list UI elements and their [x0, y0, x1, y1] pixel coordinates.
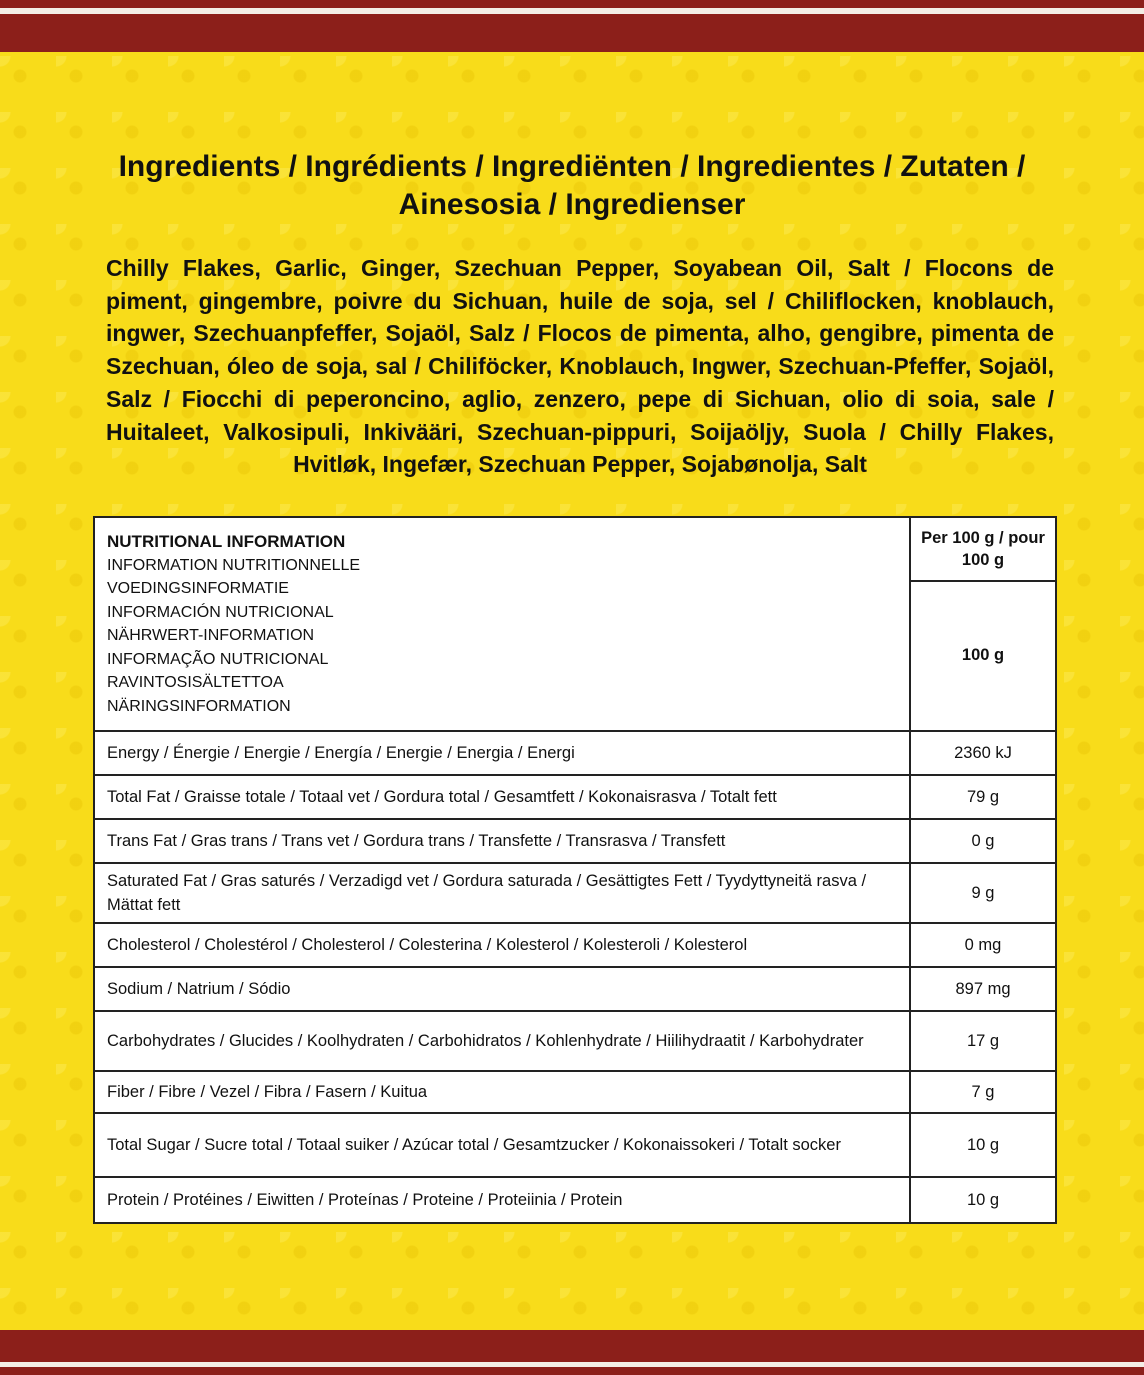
nutrition-header-row [94, 517, 1056, 581]
table-row [94, 819, 1056, 863]
nutrition-header-main: NUTRITIONAL INFORMATION [107, 531, 346, 551]
top-border [0, 14, 1144, 52]
nutrient-value: 9 g [910, 863, 1056, 923]
table-row [94, 1011, 1056, 1071]
table-row [94, 1113, 1056, 1177]
table-row [94, 775, 1056, 819]
nutrient-value: 897 mg [910, 967, 1056, 1011]
nutrition-header-line: INFORMATION NUTRITIONNELLE [107, 556, 361, 574]
nutrient-label: Cholesterol / Cholestérol / Cholesterol / Colesterina / Kolesterol / Kolesteroli / Kolesterol [94, 923, 910, 967]
nutrient-value: 17 g [910, 1011, 1056, 1071]
nutrient-value: 0 mg [910, 923, 1056, 967]
nutrition-header-line: VOEDINGSINFORMATIE [107, 580, 289, 598]
table-row [94, 863, 1056, 923]
nutrient-label: Protein / Protéines / Eiwitten / Proteínas / Proteine / Proteiinia / Protein [94, 1177, 910, 1223]
nutrient-value: 0 g [910, 819, 1056, 863]
nutrient-label: Saturated Fat / Gras saturés / Verzadigd vet / Gordura saturada / Gesättigtes Fett / Tyydyttyneitä rasva / Mättat fett [94, 863, 910, 923]
table-row [94, 923, 1056, 967]
nutrition-header-line: NÄHRWERT-INFORMATION [107, 627, 315, 645]
nutrient-label: Total Sugar / Sucre total / Totaal suiker / Azúcar total / Gesamtzucker / Kokonaissokeri / Totalt socker [94, 1113, 910, 1177]
per-100g-value: 100 g [910, 581, 1056, 731]
bottom-border [0, 1330, 1144, 1362]
table-row [94, 967, 1056, 1011]
nutrient-value: 2360 kJ [910, 731, 1056, 775]
nutrient-label: Carbohydrates / Glucides / Koolhydraten / Carbohidratos / Kohlenhydrate / Hiilihydraatit / Karbohydrater [94, 1011, 910, 1071]
ingredients-title: Ingredients / Ingrédients / Ingrediënten / Ingredientes / Zutaten / Ainesosia / Ingredienser [118, 150, 1026, 221]
nutrient-value: 10 g [910, 1113, 1056, 1177]
nutrient-value: 79 g [910, 775, 1056, 819]
nutrition-header-line: INFORMACIÓN NUTRICIONAL [107, 603, 334, 621]
nutrient-label: Sodium / Natrium / Sódio [94, 967, 910, 1011]
nutrient-value: 10 g [910, 1177, 1056, 1223]
nutrition-table [93, 516, 1057, 1224]
table-row [94, 1177, 1056, 1223]
nutrition-header-line: RAVINTOSISÄLTETTOA [107, 674, 284, 692]
nutrient-label: Total Fat / Graisse totale / Totaal vet / Gordura total / Gesamtfett / Kokonaisrasva / Totalt fett [94, 775, 910, 819]
nutrient-label: Trans Fat / Gras trans / Trans vet / Gordura trans / Transfette / Transrasva / Transfett [94, 819, 910, 863]
nutrient-label: Fiber / Fibre / Vezel / Fibra / Fasern / Kuitua [94, 1071, 910, 1113]
table-row [94, 1071, 1056, 1113]
ingredients-text: Chilly Flakes, Garlic, Ginger, Szechuan Pepper, Soyabean Oil, Salt / Flocons de piment, gingembre, poivre du Sichuan, huile de soja, sel / Chiliflocken, knoblauch, ingwer, Szechuanpfeffer, Sojaöl, Salz / Flocos de pimenta, alho, gengibre, pimenta de Szechuan, óleo de soja, sal / Chiliföcker, Knoblauch, Ingwer, Szechuan-Pfeffer, Sojaöl, Salz / Fiocchi di peperoncino, aglio, zenzero, pepe di Sichuan, olio di soia, sale / Huitaleet, Valkosipuli, Inkivääri, Szechuan-pippuri, Soijaöljy, Suola / Chilly Flakes, Hvitløk, Ingefær, Szechuan Pepper, Sojabønolja, Salt [106, 255, 1054, 478]
nutrition-header-line: INFORMAÇÃO NUTRICIONAL [107, 650, 329, 668]
top-border-thin [0, 0, 1144, 8]
nutrition-header-line: NÄRINGSINFORMATION [107, 697, 291, 715]
table-row [94, 731, 1056, 775]
per-100g-label: Per 100 g / pour 100 g [910, 517, 1056, 581]
nutrition-header [94, 517, 910, 731]
bottom-border-thin [0, 1367, 1144, 1375]
nutrient-label: Energy / Énergie / Energie / Energía / Energie / Energia / Energi [94, 731, 910, 775]
nutrient-value: 7 g [910, 1071, 1056, 1113]
